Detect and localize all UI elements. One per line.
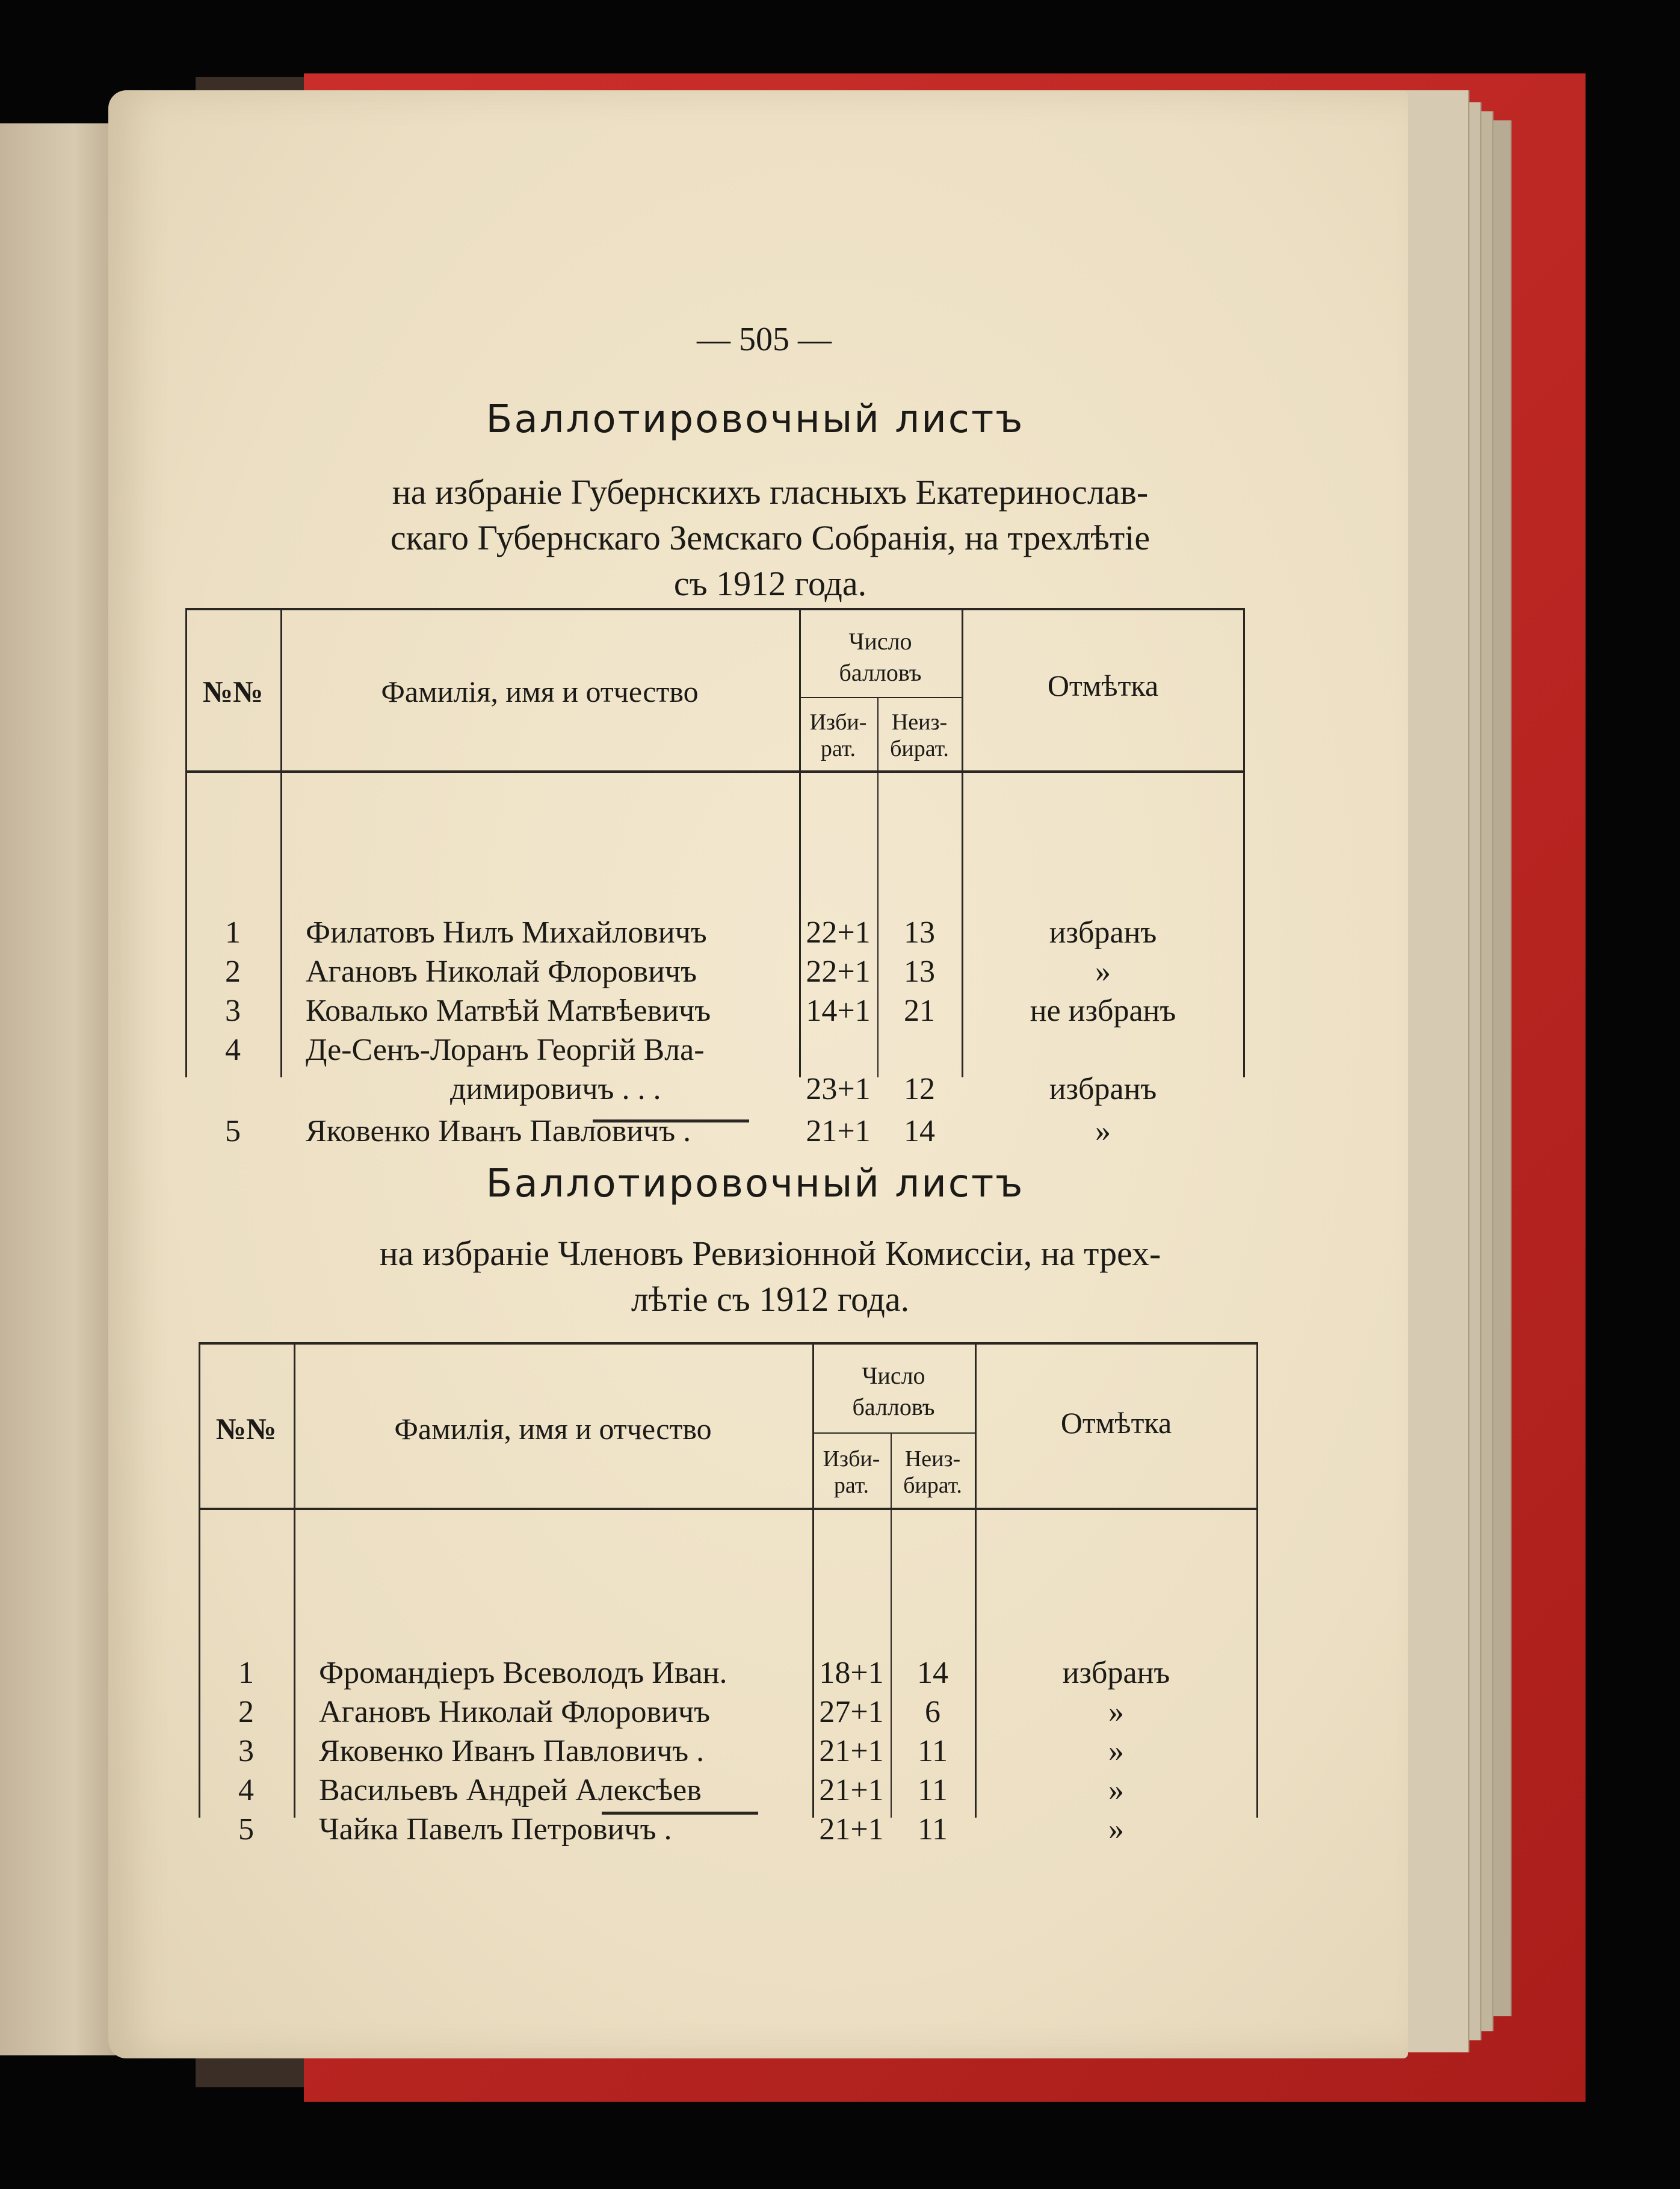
row-mark: » <box>1108 1695 1124 1729</box>
header-against-line: бират. <box>903 1473 962 1498</box>
header-mark: Отмѣтка <box>1047 669 1159 702</box>
header-against <box>877 709 962 762</box>
row-mark: » <box>1095 1114 1111 1148</box>
previous-page-edge <box>0 123 123 2055</box>
header-bottom-rule <box>199 1508 1258 1510</box>
header-for-line: Изби- <box>823 1446 880 1472</box>
row-mark: » <box>1095 955 1111 989</box>
header-for-line: рат. <box>820 736 856 761</box>
row-name: Филатовъ Нилъ Михайловичъ <box>306 915 707 950</box>
header-number: №№ <box>215 1412 277 1446</box>
header-against-line: бират. <box>890 736 949 761</box>
votes-divider <box>812 1432 975 1434</box>
row-mark: не избранъ <box>1030 994 1176 1028</box>
row-votes-for: 21+1 <box>819 1734 884 1768</box>
row-votes-for: 27+1 <box>819 1695 884 1729</box>
section-subtitle <box>289 1231 1252 1322</box>
row-votes-against: 13 <box>904 915 935 950</box>
row-votes-against: 14 <box>917 1656 948 1690</box>
header-number: №№ <box>202 675 264 708</box>
row-mark: избранъ <box>1049 915 1157 950</box>
row-number: 2 <box>225 955 241 989</box>
page-number: — 505 — <box>697 321 832 358</box>
header-for <box>799 709 877 762</box>
section-title: Баллотировочный листъ <box>486 397 1025 442</box>
header-votes: Число балловъ <box>839 628 922 686</box>
header-for <box>812 1446 891 1499</box>
row-name: Де-Сенъ-Лоранъ Георгій Вла- <box>306 1033 705 1067</box>
row-votes-against: 14 <box>904 1114 935 1148</box>
row-name-continuation: димировичъ . . . <box>450 1072 661 1106</box>
row-number: 2 <box>238 1695 254 1729</box>
row-name: Фромандіеръ Всеволодъ Иван. <box>319 1656 727 1690</box>
row-number: 3 <box>225 994 241 1028</box>
row-votes-for: 21+1 <box>819 1812 884 1847</box>
row-votes-for: 22+1 <box>806 915 871 950</box>
votes-divider <box>799 697 962 698</box>
row-name: Яковенко Иванъ Павловичъ . <box>319 1734 705 1768</box>
subtitle-line: на избраніе Членовъ Ревизіонной Комиссіи, на трех- <box>379 1234 1161 1273</box>
row-number: 4 <box>238 1773 254 1807</box>
header-name: Фамилія, имя и отчество <box>394 1412 712 1446</box>
header-bottom-rule <box>185 770 1244 773</box>
subtitle-line: лѣтіе съ 1912 года. <box>631 1280 910 1319</box>
row-mark: » <box>1108 1773 1124 1807</box>
ballot-table <box>185 608 1244 1174</box>
section-subtitle <box>289 469 1252 607</box>
section-divider <box>602 1812 758 1815</box>
row-votes-for: 14+1 <box>806 994 871 1028</box>
header-for-line: рат. <box>833 1473 869 1498</box>
row-votes-against: 21 <box>904 994 935 1028</box>
book-page <box>108 90 1408 2058</box>
header-against <box>891 1446 975 1499</box>
row-votes-against: 13 <box>904 955 935 989</box>
row-votes-for: 18+1 <box>819 1656 884 1690</box>
row-number: 1 <box>225 915 241 950</box>
row-number: 4 <box>225 1033 241 1067</box>
section-title: Баллотировочный листъ <box>486 1162 1025 1206</box>
row-mark: избранъ <box>1049 1072 1157 1106</box>
ballot-table <box>199 1342 1258 1902</box>
row-votes-against: 11 <box>917 1734 948 1768</box>
row-mark: » <box>1108 1812 1124 1847</box>
header-against-line: Неиз- <box>904 1446 961 1472</box>
row-mark: избранъ <box>1062 1656 1170 1690</box>
section-divider <box>593 1119 749 1122</box>
row-votes-against: 6 <box>925 1695 940 1729</box>
subtitle-line: на избраніе Губернскихъ гласныхъ Екатеринослав- <box>392 472 1149 512</box>
row-name: Чайка Павелъ Петровичъ . <box>319 1812 672 1847</box>
subtitle-line: съ 1912 года. <box>673 564 867 603</box>
row-name: Яковенко Иванъ Павловичъ . <box>306 1114 691 1148</box>
row-number: 1 <box>238 1656 254 1690</box>
row-number: 3 <box>238 1734 254 1768</box>
row-number: 5 <box>238 1812 254 1847</box>
header-name: Фамилія, имя и отчество <box>381 675 699 708</box>
header-votes: Число балловъ <box>852 1362 935 1420</box>
row-votes-against: 12 <box>904 1072 935 1106</box>
row-name: Васильевъ Андрей Алексѣев <box>319 1773 702 1807</box>
row-votes-for: 21+1 <box>819 1773 884 1807</box>
row-votes-against: 11 <box>917 1812 948 1847</box>
subtitle-line: скаго Губернскаго Земскаго Собранія, на трехлѣтіе <box>390 518 1150 557</box>
row-votes-for: 23+1 <box>806 1072 871 1106</box>
row-name: Ковалько Матвѣй Матвѣевичъ <box>306 994 711 1028</box>
table-top-rule <box>199 1342 1258 1345</box>
row-name: Агановъ Николай Флоровичъ <box>319 1695 710 1729</box>
header-for-line: Изби- <box>809 710 867 735</box>
row-number: 5 <box>225 1114 241 1148</box>
row-mark: » <box>1108 1734 1124 1768</box>
table-top-rule <box>185 608 1244 610</box>
row-votes-for: 22+1 <box>806 955 871 989</box>
header-against-line: Неиз- <box>891 710 948 735</box>
header-mark: Отмѣтка <box>1060 1406 1172 1440</box>
row-votes-for: 21+1 <box>806 1114 871 1148</box>
row-name: Агановъ Николай Флоровичъ <box>306 955 697 989</box>
row-votes-against: 11 <box>917 1773 948 1807</box>
